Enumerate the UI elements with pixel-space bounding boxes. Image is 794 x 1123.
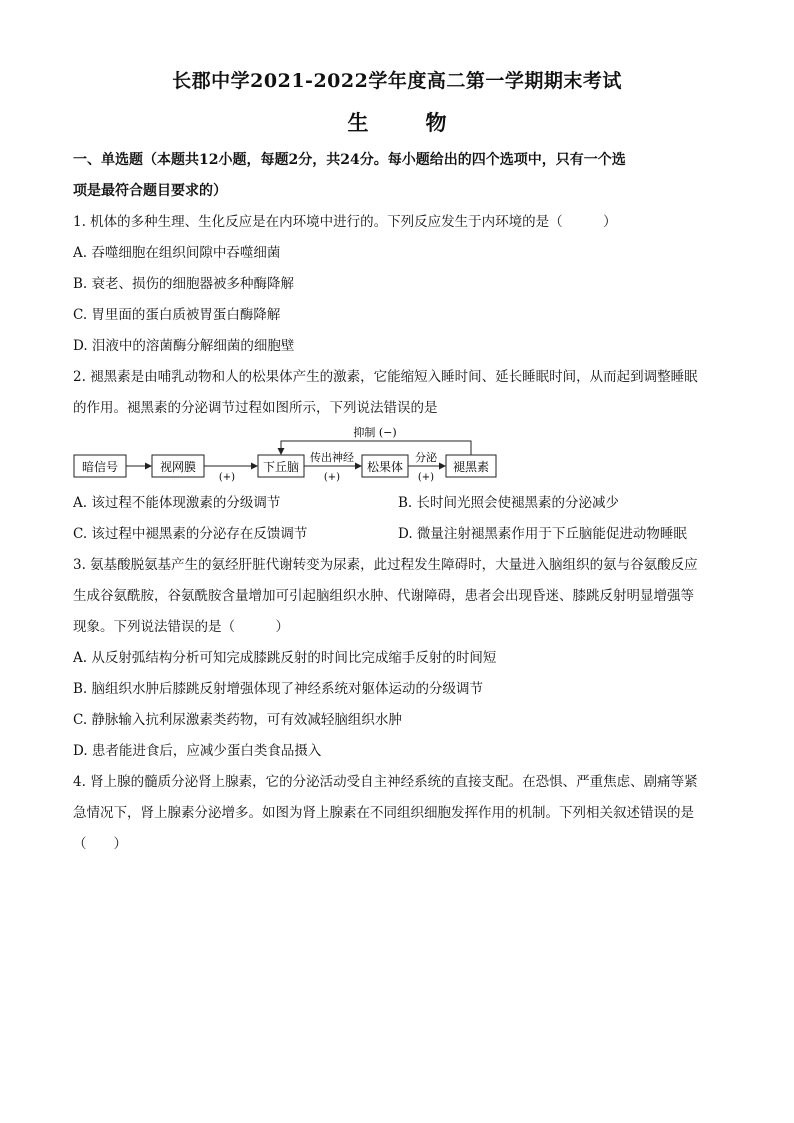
q2-option-a: A. 该过程不能体现激素的分级调节: [73, 495, 281, 511]
box-dark-signal-label: 暗信号: [81, 460, 119, 474]
efferent-nerve-label: 传出神经: [310, 451, 354, 464]
box-pineal-label: 松果体: [366, 460, 404, 474]
q2-stem-line2: 的作用。褪黑素的分泌调节过程如图所示，下列说法错误的是: [73, 400, 438, 416]
q2-stem-line1: 2. 褪黑素是由哺乳动物和人的松果体产生的激素，它能缩短入睡时间、延长睡眠时间，从而起到调整睡眠: [73, 369, 698, 385]
exam-title: 长郡中学2021-2022学年度高二第一学期期末考试: [172, 70, 622, 92]
q3-stem-line1: 3. 氨基酸脱氨基产生的氨经肝脏代谢转变为尿素，此过程发生障碍时，大量进入脑组织的氨与谷氨酸反应: [73, 557, 698, 573]
q2-option-b: B. 长时间光照会使褪黑素的分泌减少: [398, 495, 620, 511]
q1-option-b: B. 衰老、损伤的细胞器被多种酶降解: [73, 276, 295, 292]
q4-stem-line3: （ ）: [73, 836, 127, 852]
section-heading: 一、单选题（本题共12小题，每题2分，共24分。每小题给出的四个选项中，只有一个选: [73, 152, 626, 168]
q3-option-b: B. 脑组织水肿后膝跳反射增强体现了神经系统对躯体运动的分级调节: [73, 681, 484, 697]
q1-option-d: D. 泪液中的溶菌酶分解细菌的细胞壁: [73, 338, 295, 354]
secretion-sign: (+): [417, 472, 435, 483]
efferent-nerve-sign: (+): [323, 472, 341, 483]
q3-stem-line3: 现象。下列说法错误的是（ ）: [73, 619, 289, 635]
q1-option-c: C. 胃里面的蛋白质被胃蛋白酶降解: [73, 307, 281, 323]
q1-option-a: A. 吞噬细胞在组织间隙中吞噬细菌: [73, 245, 281, 261]
q3-option-d: D. 患者能进食后，应减少蛋白类食品摄入: [73, 743, 322, 759]
box-hypothalamus-label: 下丘脑: [262, 460, 300, 474]
arrow-retina-label: (+): [218, 472, 236, 483]
feedback-inhibition-label: 抑制 (−): [353, 426, 397, 439]
q4-stem-line2: 急情况下，肾上腺素分泌增多。如图为肾上腺素在不同组织细胞发挥作用的机制。下列相关叙述错误的是: [73, 805, 694, 821]
section-heading-cont: 项是最符合题目要求的）: [73, 183, 227, 199]
q2-option-c: C. 该过程中褪黑素的分泌存在反馈调节: [73, 526, 308, 542]
q4-stem-line1: 4. 肾上腺的髓质分泌肾上腺素，它的分泌活动受自主神经系统的直接支配。在恐惧、严重焦虑、剧痛等紧: [73, 774, 698, 790]
subject-title: 生 物: [347, 110, 465, 135]
melatonin-regulation-diagram: [70, 422, 510, 484]
secretion-label: 分泌: [415, 451, 437, 464]
box-retina-label: 视网膜: [159, 460, 197, 474]
q3-stem-line2: 生成谷氨酰胺，谷氨酰胺含量增加可引起脑组织水肿、代谢障碍，患者会出现昏迷、膝跳反射明显增强等: [73, 588, 694, 604]
box-melatonin-label: 褪黑素: [452, 460, 490, 474]
q3-option-a: A. 从反射弧结构分析可知完成膝跳反射的时间比完成缩手反射的时间短: [73, 650, 497, 666]
q1-stem: 1. 机体的多种生理、生化反应是在内环境中进行的。下列反应发生于内环境的是（ ）: [73, 214, 617, 230]
q3-option-c: C. 静脉输入抗利尿激素类药物，可有效减轻脑组织水肿: [73, 712, 402, 728]
q2-option-d: D. 微量注射褪黑素作用于下丘脑能促进动物睡眠: [398, 526, 687, 542]
